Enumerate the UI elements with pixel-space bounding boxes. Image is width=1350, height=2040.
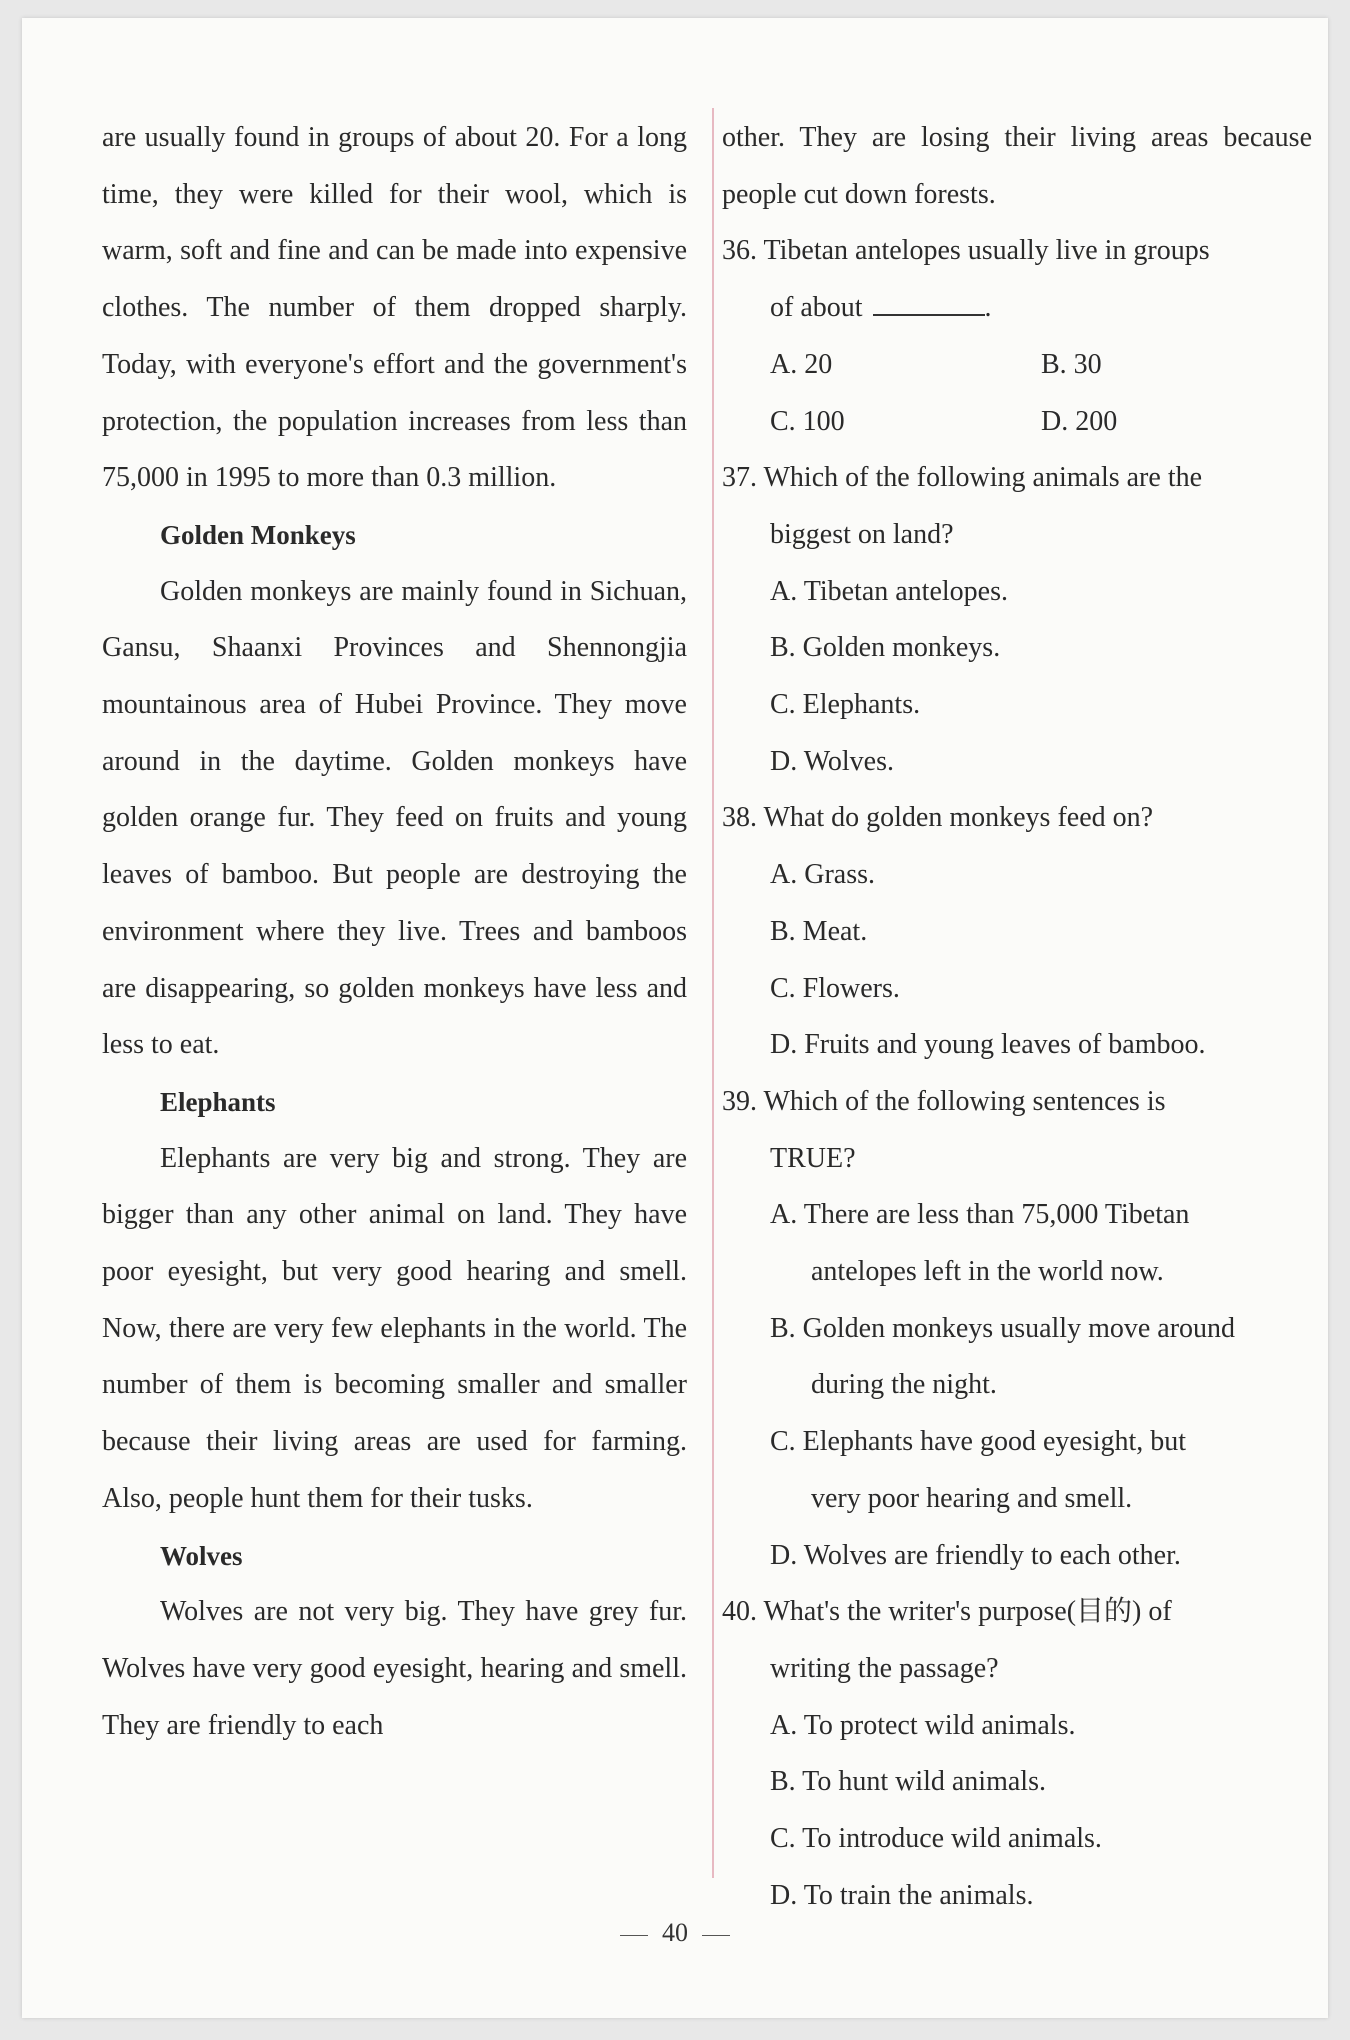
passage-paragraph-antelopes: are usually found in groups of about 20. For a long time, they were killed for their wool, which is warm, soft and fine and can be made into expensive clothes. The number of them dropped sharply. Today, with everyone's effort and the government's protection, the population increases from less than 75,000 in 1995 to more than 0.3 million. [102,122,687,494]
option-c: C. 100 [770,405,845,437]
passage-paragraph-elephants: Elephants are very big and strong. They are bigger than any other animal on land. They have poor eyesight, but very good hearing and smell. Now, there are very few elephants in the world. The number of them is becoming smaller and smaller because their living areas are used for farming. Also, people hunt them for their tusks. [102,1142,687,1514]
question-37 [722,450,1312,790]
question-40-stem: 40. What's the writer's purpose(目的) of [722,1596,1172,1628]
question-36-stem-cont [722,280,1312,337]
option-a: A. 20 [770,348,833,380]
option-b: B. 30 [1041,348,1102,380]
option-a: A. Tibetan antelopes. [770,575,1008,607]
passage-paragraph-wolves-cont: other. They are losing their living areas because people cut down forests. [722,122,1312,210]
question-36 [722,223,1312,450]
question-37-stem: 37. Which of the following animals are the [722,462,1203,494]
heading-golden-monkeys: Golden Monkeys [160,519,356,550]
question-38 [722,790,1312,1074]
left-column [102,110,687,1754]
question-39-stem-cont: TRUE? [770,1142,856,1174]
footer-dash-left [620,1935,648,1936]
option-b: B. Golden monkeys. [770,632,1001,664]
option-d: D. Wolves are friendly to each other. [770,1539,1181,1571]
option-b: B. Meat. [770,915,868,947]
question-37-stem-cont: biggest on land? [770,518,954,550]
question-39 [722,1074,1312,1584]
question-36-options-row-2 [722,394,1312,451]
question-40 [722,1584,1312,1924]
right-column [722,110,1312,1925]
question-38-stem: 38. What do golden monkeys feed on? [722,802,1154,834]
passage-paragraph-wolves: Wolves are not very big. They have grey fur. Wolves have very good eyesight, hearing and smell. They are friendly to each [102,1596,687,1741]
option-b: B. To hunt wild animals. [770,1766,1046,1798]
heading-wolves: Wolves [160,1540,243,1571]
answer-blank [873,286,985,316]
option-a: A. There are less than 75,000 Tibetan [770,1199,1190,1231]
option-c: C. To introduce wild animals. [770,1823,1102,1855]
option-a: A. Grass. [770,859,875,891]
option-c: C. Elephants. [770,689,921,721]
question-39-stem: 39. Which of the following sentences is [722,1085,1166,1117]
option-c-cont: very poor hearing and smell. [811,1482,1133,1514]
question-36-stem-text: of about [770,292,863,324]
option-d: D. Wolves. [770,745,895,777]
column-divider [712,108,714,1878]
option-d: D. Fruits and young leaves of bamboo. [770,1029,1206,1061]
page-number: 40 [662,1918,688,1947]
option-b: B. Golden monkeys usually move around [770,1312,1236,1344]
option-c: C. Flowers. [770,972,900,1004]
option-a-cont: antelopes left in the world now. [811,1256,1164,1288]
question-36-stem-end: . [984,292,992,324]
question-36-options-row-1 [722,337,1312,394]
option-d: D. 200 [1041,405,1118,437]
heading-elephants: Elephants [160,1086,276,1117]
option-c: C. Elephants have good eyesight, but [770,1426,1187,1458]
footer-dash-right [702,1935,730,1936]
question-40-stem-cont: writing the passage? [770,1652,999,1684]
passage-paragraph-golden-monkeys: Golden monkeys are mainly found in Sichuan, Gansu, Shaanxi Provinces and Shennongjia mountainous area of Hubei Province. They move around in the daytime. Golden monkeys have golden orange fur. They feed on fruits and young leaves of bamboo. But people are destroying the environment where they live. Trees and bamboos are disappearing, so golden monkeys have less and less to eat. [102,575,687,1061]
option-b-cont: during the night. [811,1369,997,1401]
page-footer [22,1918,1328,1948]
document-page [22,18,1328,2018]
option-d: D. To train the animals. [770,1879,1034,1911]
question-36-stem: 36. Tibetan antelopes usually live in groups [722,235,1210,267]
option-a: A. To protect wild animals. [770,1709,1076,1741]
